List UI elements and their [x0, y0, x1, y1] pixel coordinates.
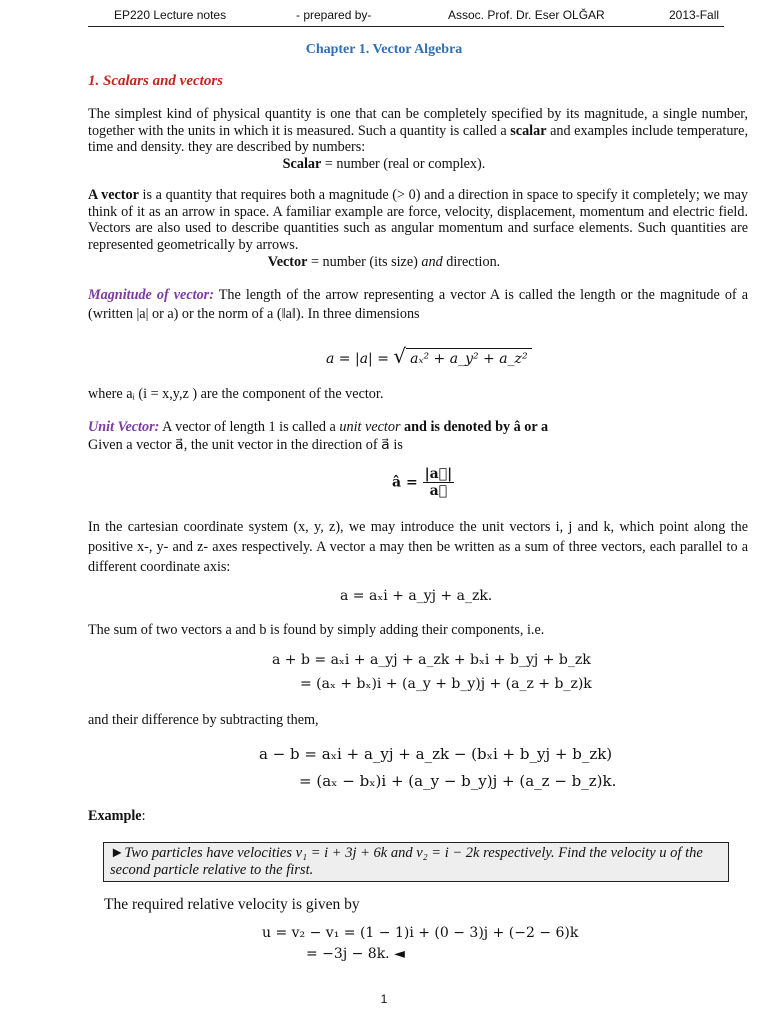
scalar-definition: Scalar = number (real or complex).: [282, 156, 486, 172]
solution-equation-line-2: = −3j − 8k. ◄: [306, 946, 405, 962]
cartesian-paragraph: In the cartesian coordinate system (x, y, z), we may introduce the unit vectors i, j and k, which point along the positive x-, y- and z- axes respectively. A vector a may then be written as a sum of three vectors, each parallel to a different coordinate axis:: [88, 519, 748, 575]
scalar-term: scalar: [510, 122, 547, 139]
section-title: 1. Scalars and vectors: [88, 73, 223, 89]
chapter-title: Chapter 1. Vector Algebra: [305, 42, 463, 57]
unit-vector-label: Unit Vector:: [88, 419, 160, 435]
unit-vector-equation: â = $\frac{|a⃗|}{a⃗}$: [392, 466, 453, 499]
vector-definition: Vector = number (its size) and direction.: [267, 254, 501, 270]
vector-paragraph: A vector is a quantity that requires both a magnitude (> 0) and a direction in space to specify it completely; we may think of it as an arrow in space. A familiar example are force, velocity, displacement, momentum and electric field. Vectors are also used to describe quantities such as angular momentum and surface elements. Such quantities are represented geometrically by arrows.: [88, 187, 748, 253]
sum-equation-line-2: = (aₓ + bₓ)i + (a_y + b_y)j + (a_z + b_z)k: [300, 676, 592, 692]
example-heading: Example:: [88, 808, 146, 824]
magnitude-label: Magnitude of vector:: [88, 287, 214, 303]
page-number: 1: [380, 992, 388, 1006]
header-term: 2013-Fall: [669, 8, 720, 22]
page-header: [88, 6, 724, 27]
difference-text: and their difference by subtracting them,: [88, 712, 319, 728]
component-text: where aᵢ (i = x,y,z ) are the component of the vector.: [88, 386, 384, 402]
difference-equation-line-2: = (aₓ − bₓ)i + (a_y − b_y)j + (a_z − b_z)k.: [299, 772, 617, 790]
vector-term: A vector: [88, 187, 139, 203]
sum-text: The sum of two vectors a and b is found by simply adding their components, i.e.: [88, 622, 545, 638]
difference-equation-line-1: a − b = aₓi + a_yj + a_zk − (bₓi + b_yj + b_zk): [259, 745, 613, 763]
scalar-paragraph: The simplest kind of physical quantity is one that can be completely specified by its magnitude, a single number, together with the units in which it is measured. Such a quantity is called a scalar and examples include temperature, time and density. they are described by numbers:: [88, 106, 748, 155]
magnitude-paragraph: Magnitude of vector: The length of the arrow representing a vector A is called the length or the magnitude of a (written |a| or a) or the norm of a (‖a‖). In three dimensions: [88, 287, 748, 322]
header-course: EP220 Lecture notes: [114, 8, 227, 22]
unit-vector-given: Given a vector a⃗, the unit vector in the direction of a⃗ is: [88, 437, 403, 453]
cartesian-equation: a = aₓi + a_yj + a_zk.: [340, 588, 493, 604]
magnitude-equation: a = |a| = √ aₓ² + a_y² + a_z²: [326, 344, 532, 368]
solution-equation-line-1: u = v₂ − v₁ = (1 − 1)i + (0 − 3)j + (−2 − 6)k: [262, 925, 579, 941]
header-author: Assoc. Prof. Dr. Eser OLĞAR: [448, 8, 605, 22]
unit-vector-paragraph: Unit Vector: A vector of length 1 is called a unit vector and is denoted by â or a⃗: [88, 419, 560, 435]
sum-equation-line-1: a + b = aₓi + a_yj + a_zk + bₓi + b_yj + b_zk: [272, 652, 591, 668]
solution-text: The required relative velocity is given by: [104, 896, 360, 913]
example-problem-box: ►Two particles have velocities v₁ = i + 3j + 6k and v₂ = i − 2k respectively. Find the velocity u of the second particle relative to the first.: [103, 842, 729, 882]
header-prepared: - prepared by-: [296, 8, 372, 22]
